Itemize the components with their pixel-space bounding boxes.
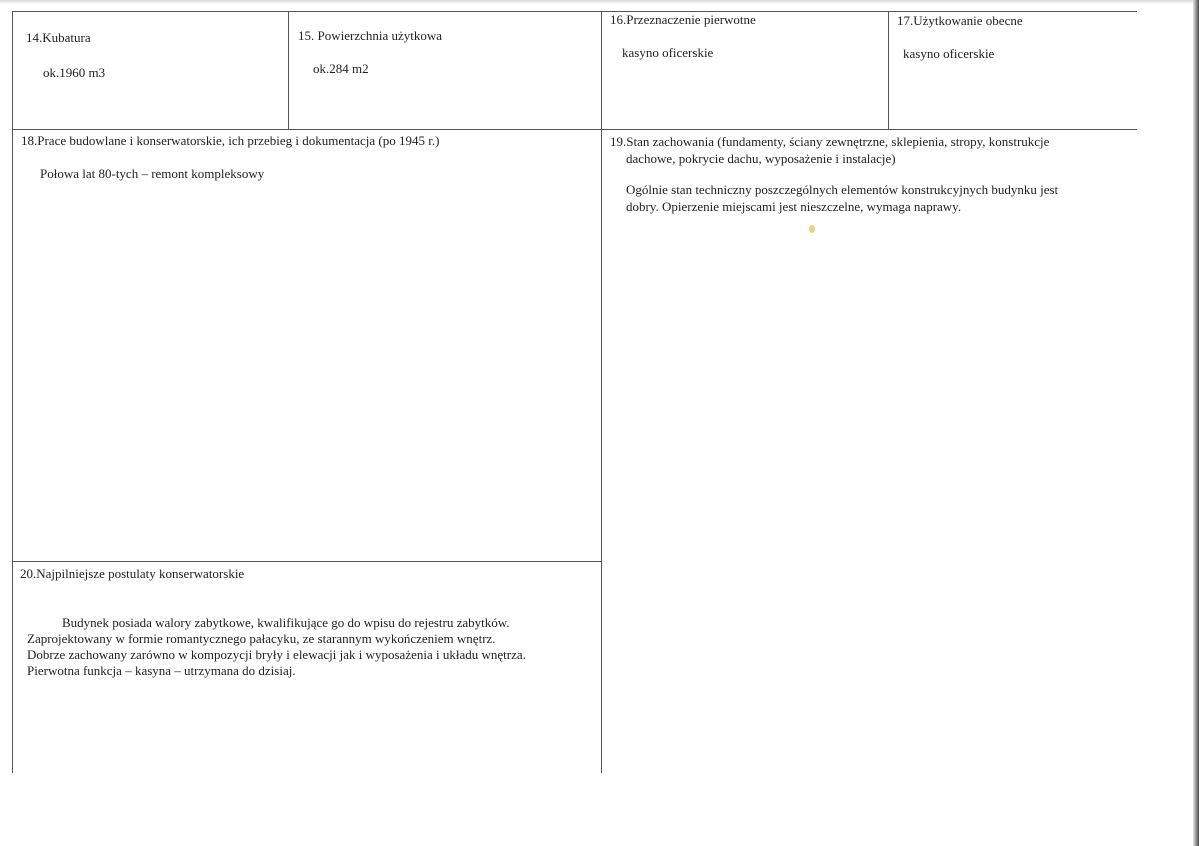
scan-right-edge <box>1193 0 1199 846</box>
field-17-value: kasyno oficerskie <box>903 46 995 61</box>
field-18-label: 18.Prace budowlane i konserwatorskie, ich przebieg i dokumentacja (po 1945 r.) <box>21 133 440 148</box>
field-19-label-line2: dachowe, pokrycie dachu, wyposażenie i instalacje) <box>626 151 896 166</box>
field-14-value: ok.1960 m3 <box>43 65 106 80</box>
col-divider-16-17 <box>888 11 889 129</box>
field-17-label: 17.Użytkowanie obecne <box>897 13 1023 28</box>
col-divider-center <box>601 11 602 773</box>
field-14-label: 14.Kubatura <box>26 30 91 45</box>
field-20-text-line3: Dobrze zachowany zarówno w kompozycji bryły i elewacji jak i wyposażenia i układu wnętrza. <box>27 647 526 662</box>
field-20-label: 20.Najpilniejsze postulaty konserwatorskie <box>20 566 245 581</box>
field-15-label: 15. Powierzchnia użytkowa <box>298 28 443 43</box>
field-19-value-line2: dobry. Opierzenie miejscami jest nieszczelne, wymaga naprawy. <box>626 199 962 214</box>
field-16-value: kasyno oficerskie <box>622 45 714 60</box>
field-19-label-line1: 19.Stan zachowania (fundamenty, ściany zewnętrzne, sklepienia, stropy, konstrukcje <box>610 134 1050 149</box>
field-16-label: 16.Przeznaczenie pierwotne <box>610 12 756 27</box>
row-divider-1 <box>12 129 1137 130</box>
field-20-text-line1: Budynek posiada walory zabytkowe, kwalifikujące go do wpisu do rejestru zabytków. <box>62 615 510 630</box>
left-border <box>12 11 13 773</box>
field-19-value-line1: Ogólnie stan techniczny poszczególnych elementów konstrukcyjnych budynku jest <box>626 182 1059 197</box>
paper-stain <box>809 225 815 233</box>
field-20-text-line4: Pierwotna funkcja – kasyna – utrzymana do dzisiaj. <box>27 663 296 678</box>
field-15-value: ok.284 m2 <box>313 61 369 76</box>
scan-top-edge <box>0 0 1199 4</box>
field-20-text-line2: Zaprojektowany w formie romantycznego pałacyku, ze starannym wykończeniem wnętrz. <box>27 631 496 646</box>
col-divider-14-15 <box>288 11 289 129</box>
row-divider-2 <box>12 561 602 562</box>
field-18-value: Połowa lat 80-tych – remont kompleksowy <box>40 166 265 181</box>
